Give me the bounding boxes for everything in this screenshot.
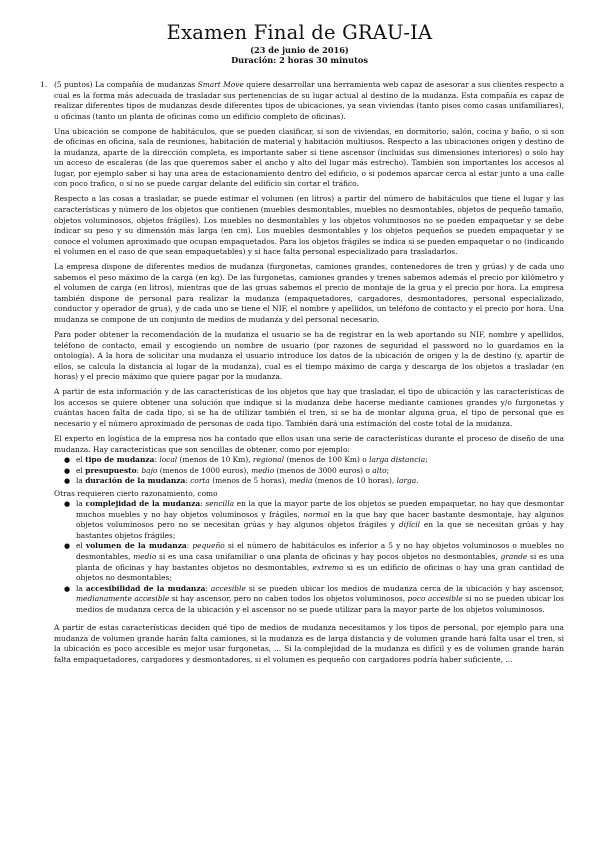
characteristic-text: (menos de 100 Km) o [284, 455, 370, 465]
company-name: Smart Move [197, 80, 244, 89]
characteristic-item [64, 583, 564, 616]
characteristic-value: pequeño [192, 541, 225, 551]
characteristic-text: : [200, 499, 206, 509]
characteristic-text: ; [425, 455, 428, 465]
characteristic-value: alto [372, 465, 387, 475]
characteristic-name: duración de la mudanza [85, 476, 186, 486]
characteristic-text: (menos de 1000 euros), [157, 465, 252, 475]
paragraph-expert: El experto en logística de la empresa nos ha contado que ellos usan una serie de características durante el proceso de diseño de una mudanza. Hay características que son sencillas de obtener, como por ejemplo: [54, 433, 564, 454]
characteristic-value: local [159, 455, 178, 465]
bullet-icon: ● [64, 584, 71, 593]
characteristic-item [64, 465, 564, 477]
characteristic-text: : [205, 583, 211, 593]
question-number: 1. [40, 80, 48, 89]
characteristic-text: en la que hay que hacer bastante desmontaje, hay algunos objetos voluminosos pero no se necesitan grúas y hay algunos objetos frágiles y [76, 509, 564, 530]
characteristic-text: (menos de 10 horas), [312, 476, 397, 486]
characteristic-value: media [289, 476, 313, 486]
characteristic-value: bajo [141, 465, 158, 475]
characteristic-value: regional [252, 455, 285, 465]
characteristic-text: . [416, 476, 419, 486]
characteristic-name: presupuesto [85, 465, 137, 475]
characteristic-value: sencilla [205, 499, 235, 509]
characteristic-article: el [76, 465, 86, 475]
intro-text-start: (5 puntos) La compañía de mudanzas [54, 80, 198, 89]
characteristic-value: grande [500, 551, 528, 561]
characteristic-text: si no se pueden ubicar los medios de mudanza cerca de la ubicación y el ascensor no se puede utilizar para la mayor parte de los objetos voluminosos. [76, 594, 564, 614]
characteristic-text: en la que la mayor parte de los objetos se pueden empaquetar, no hay que desmontar muchos muebles y no hay objetos voluminosos y frágiles, [76, 499, 565, 519]
paragraph-locations: Una ubicación se compone de habitáculos, que se pueden clasificar, si son de viviendas, en dormitorio, salón, cocina y baño, o si son de oficinas en oficina, sala de reuniones, habitación de material y habitación multiusos. Respecto a las ubicaciones origen y destino de la mudanza, aparte de la dirección completa, es importante saber si tiene ascensor (incluidas sus dimensiones interiores) o solo hay un acceso de escaleras (de las que queremos saber el ancho y alto del lugar más estrecho). También son importantes los accesos al lugar, por ejemplo saber si hay una area de estacionamiento dentro del edificio, o si podemos aparcar cerca al estar junto a una calle con poco trafico, o si no se puede cargar delante del edificio sin cortar el tráfico. [54, 126, 564, 189]
characteristic-text: si es un edificio de oficinas o hay una gran cantidad de objetos no desmontables; [76, 562, 564, 583]
paragraph-reasoning: Otras requieren cierto razonamiento, como [54, 488, 218, 498]
characteristic-value: normal [303, 509, 330, 519]
characteristic-item [64, 476, 564, 487]
bullet-icon: ● [64, 456, 71, 465]
intro-text-end: quiere desarrollar una herramienta web capaz de asesorar a sus clientes respecto a cual es la forma más adecuada de trasladar sus pertenencias de su lugar actual al destino de la mudanza. Esta compañía es capaz de realizar diferentes tipos de mudanzas desde diferentes tipos de ubicaciones, ya sean viviendas (tanto pisos como casas unifamiliares), u oficinas (tanto un planta de oficinas como un edificio completo de oficinas). [54, 80, 564, 121]
characteristic-text: en la que se necesitan grúas y hay bastantes objetos frágiles; [76, 520, 564, 540]
characteristic-item [64, 499, 565, 541]
characteristic-text: (menos de 5 horas), [209, 476, 290, 486]
bullet-icon: ● [64, 466, 71, 475]
exam-date: (23 de junio de 2016) [250, 45, 349, 55]
paragraph-conclusion: A partir de estas características deciden qué tipo de medios de mudanza necesitamos y los tipos de personal, por ejemplo para una mudanza de volumen grande harán falta camiones, si la mudanza es de larga distancia y de volumen grande hará falta usar el tren, si la ubicación es poco accesible es mejor usar furgonetas, ... Si la complejidad de la mudanza es difícil y es de volumen grande harán falta empaquetadores, cargadores y desmontadores, si el volumen es pequeño con cargadores podría haber suficiente, ... [54, 623, 564, 664]
characteristic-value: medio [133, 551, 157, 561]
paragraph-objects: Respecto a las cosas a trasladar, se puede estimar el volumen (en litros) a partir del número de habitáculos que tiene el lugar y las características y número de los objetos que contienen (muebles desmontables, muebles no desmontables, objetos de pequeño tamaño, objetos voluminosos, objetos frágiles). Los muebles no desmontables y los objetos voluminosos no se pueden empaquetar y se debe indicar su peso y su dimensión más larga (en cm). Los muebles desmontables y los objetos pequeños se pueden empaquetar y se conoce el volumen aproximado que ocupan empaquetados. Para los objetos frágiles se indica si se pueden empaquetar o no (indicando el volumen en el caso de que sean empaquetables) y si hace falta personal especializado para trasladarlos. [54, 194, 564, 257]
paragraph-registration: Para poder obtener la recomendación de la mudanza el usuario se ha de registrar en la web aportando su NIF, nombre y apellidos, teléfono de contacto, email y escogiendo un nombre de usuario (por razones de seguridad el password no lo guardamos en la ontología). A la hora de solicitar una mudanza el usuario introduce los datos de la ubicación de origen y la de destino (y, apartir de ellos, se calcula la distancia al lugar de la mudanza), cual es el tiempo máximo de carga y descarga de los objetos a trasladar (en horas) y el precio máximo que quiere pagar por la mudanza. [54, 330, 564, 382]
characteristic-article: el [76, 455, 86, 465]
characteristic-text: (menos de 10 Km), [177, 455, 253, 465]
characteristic-value: medio [251, 465, 275, 475]
characteristic-text: si hay ascensor, pero no caben todos los objetos voluminosos, [169, 594, 408, 604]
bullet-icon: ● [64, 500, 71, 509]
characteristic-item [64, 455, 564, 466]
characteristic-text: si el número de habitáculos es inferior a 5 y no hay objetos voluminosos o muebles no desmontables, [76, 541, 564, 561]
exam-body [36, 80, 564, 665]
paragraph-means: La empresa dispone de diferentes medios de mudanza (furgonetas, camiones grandes, contenedores de tren y grúas) y de cada uno sabemos el peso máximo de la carga (en kg). De las furgonetas, camiones grandes y trenes sabemos además el precio por kilómetro y el volumen de carga (en litros), mientras que de las gruas sabemos el precio de montaje de la grua y el precio por hora. La empresa también dispone de personal para realizar la mudanza (empaquetadores, cargadores, desmontadores, personal especializado, conductor y operador de grua), y de cada uno se tiene el NIF, el nombre y apellidos, un teléfono de contacto y el precio por hora. Una mudanza se compone de un conjunto de medios de mudanza y del personal necesario. [54, 262, 564, 324]
characteristic-article: la [76, 499, 86, 509]
characteristic-value: larga distancia [369, 455, 426, 465]
simple-characteristics-list [54, 455, 564, 487]
characteristic-name: volumen de la mudanza [85, 541, 187, 551]
characteristic-article: la [76, 583, 86, 593]
characteristic-article: la [76, 476, 86, 486]
characteristic-name: complejidad de la mudanza [85, 499, 201, 509]
exam-title: Examen Final de GRAU-IA [166, 21, 433, 44]
characteristic-value: medianamente accesible [76, 594, 170, 604]
characteristic-text: : [185, 476, 191, 486]
characteristic-text: si se pueden ubicar los medios de mudanza cerca de la ubicación y hay ascensor, [245, 583, 564, 593]
characteristic-value: corta [190, 476, 210, 486]
characteristic-value: poco accesible [407, 594, 463, 604]
characteristic-text: : [186, 541, 193, 551]
bullet-icon: ● [64, 477, 71, 486]
characteristic-item [64, 541, 565, 583]
characteristic-name: tipo de mudanza [85, 455, 155, 465]
characteristic-article: el [76, 541, 86, 551]
characteristic-text: : [136, 465, 142, 475]
characteristic-text: si es una planta de oficinas y hay bastantes objetos no desmontables, [76, 551, 565, 572]
paragraph-solution: A partir de esta información y de las características de los objetos que hay que trasladar, el tipo de ubicación y las características de los accesos se quiere obtener una solución que indique si la mudanza debe hacerse mediante camiones grandes y/o furgonetas y cuántas hacen falta de cada tipo, si se ha de utilizar también el tren, si se ha de montar alguna grua, el tipo de personal que es necesario y el número aproximado de personas de cada tipo. También dará una estimación del coste total de la mudanza. [54, 387, 564, 428]
question-1 [36, 80, 564, 665]
characteristic-text: : [154, 455, 160, 465]
exam-header [0, 22, 599, 65]
characteristic-value: accesible [210, 583, 246, 593]
characteristic-text: si es una casa unifamiliar o una planta de oficinas y hay pocos objetos no desmontables, [156, 551, 501, 561]
bullet-icon: ● [64, 542, 71, 551]
characteristic-text: ; [386, 465, 390, 475]
characteristic-text: (menos de 3000 euros) o [274, 465, 373, 475]
complex-characteristics-list [54, 499, 564, 615]
characteristic-value: larga [396, 476, 417, 486]
characteristic-value: extremo [312, 562, 344, 572]
characteristic-value: difícil [398, 520, 421, 530]
exam-duration: Duración: 2 horas 30 minutos [231, 55, 368, 65]
characteristic-name: accesibilidad de la mudanza [85, 583, 206, 593]
paragraph-intro [54, 80, 564, 122]
